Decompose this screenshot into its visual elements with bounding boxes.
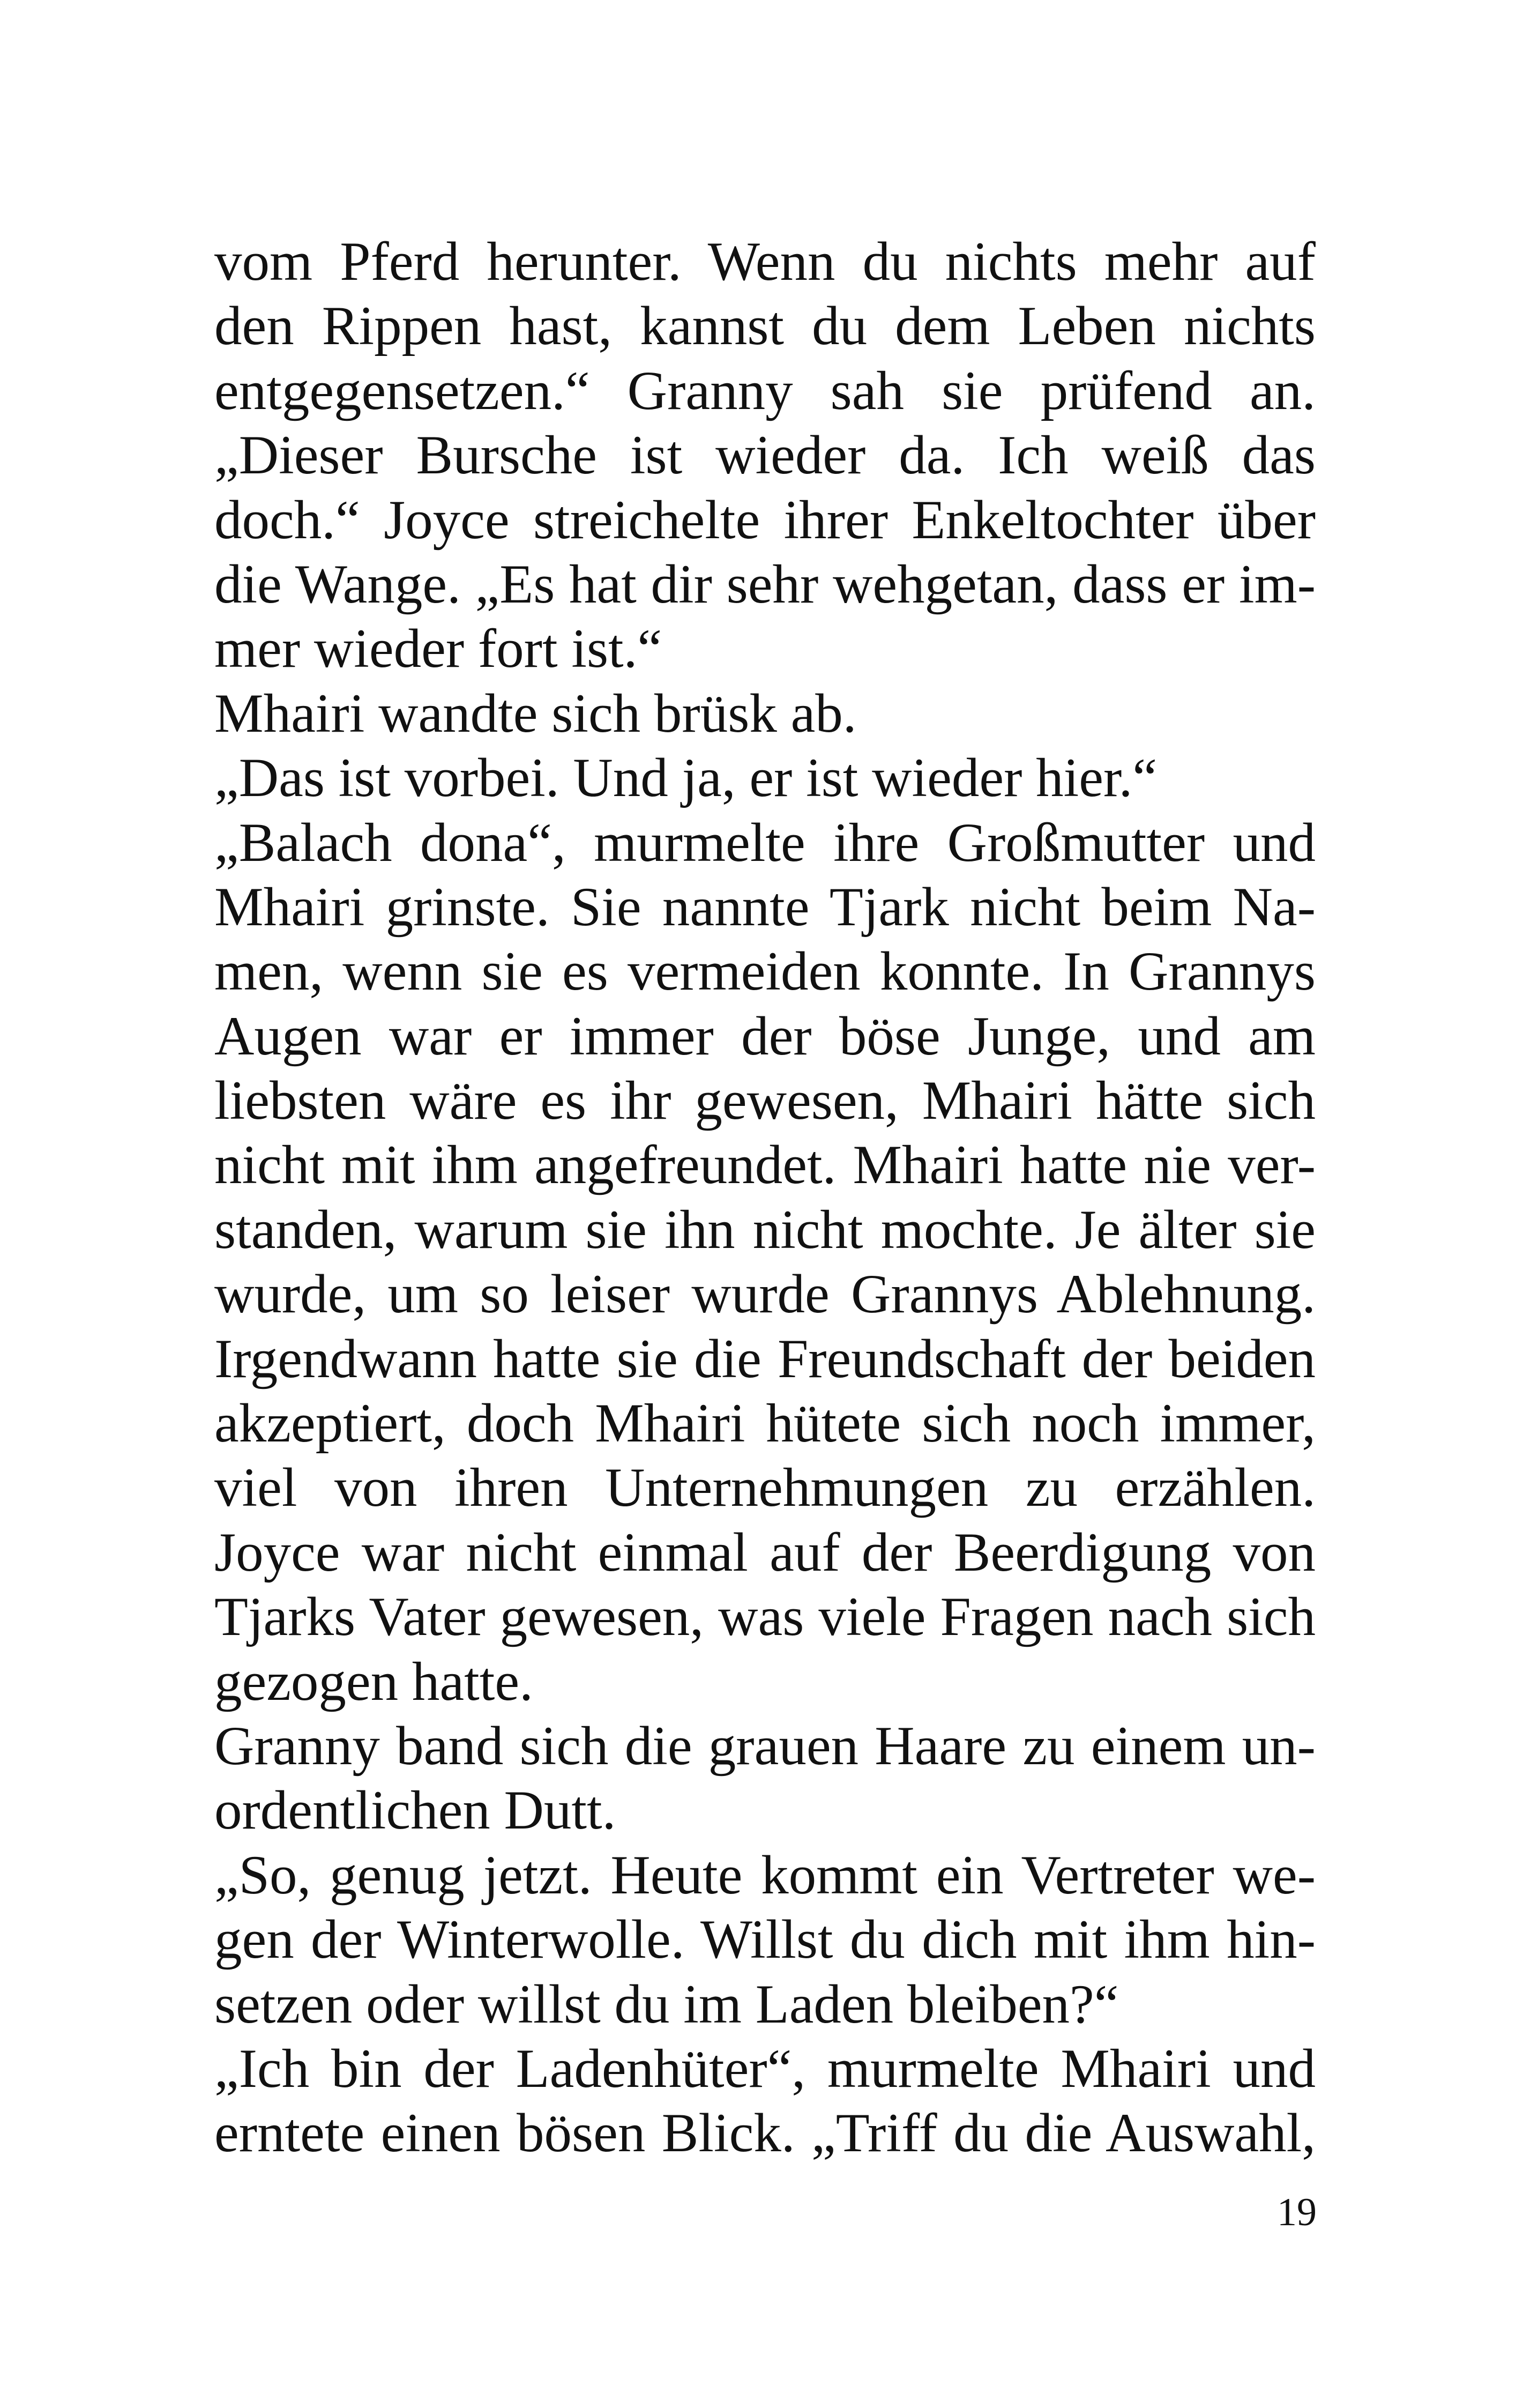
text-line: Tjarks Vater gewesen, was viele Fragen nach sich — [214, 1586, 1316, 1648]
text-line: wurde, um so leiser wurde Grannys Ablehnung. — [214, 1264, 1316, 1325]
text-line: nicht mit ihm angefreundet. Mhairi hatte nie ver- — [214, 1134, 1316, 1196]
text-line: „Dieser Bursche ist wieder da. Ich weiß das — [214, 425, 1316, 486]
text-line: gen der Winterwolle. Willst du dich mit ihm hin- — [214, 1909, 1316, 1971]
text-line: viel von ihren Unternehmungen zu erzählen. — [214, 1457, 1316, 1519]
text-line: standen, warum sie ihn nicht mochte. Je älter sie — [214, 1199, 1316, 1260]
text-line: Mhairi grinste. Sie nannte Tjark nicht beim Na- — [214, 876, 1316, 938]
text-line: vom Pferd herunter. Wenn du nichts mehr auf — [214, 231, 1316, 292]
text-line: setzen oder willst du im Laden bleiben?“ — [214, 1973, 1119, 2035]
text-line: erntete einen bösen Blick. „Triff du die Auswahl, — [214, 2102, 1316, 2164]
text-line: Irgendwann hatte sie die Freundschaft der beiden — [214, 1328, 1316, 1389]
text-line: akzeptiert, doch Mhairi hütete sich noch immer, — [214, 1393, 1316, 1454]
text-line: „Balach dona“, murmelte ihre Großmutter und — [214, 812, 1316, 873]
text-line: „Das ist vorbei. Und ja, er ist wieder hier.“ — [214, 747, 1158, 809]
body-text — [214, 229, 1316, 2166]
text-line: den Rippen hast, kannst du dem Leben nichts — [214, 295, 1316, 357]
text-line: men, wenn sie es vermeiden konnte. In Grannys — [214, 941, 1316, 1002]
text-line: die Wange. „Es hat dir sehr wehgetan, dass er im- — [214, 553, 1316, 615]
text-line: doch.“ Joyce streichelte ihrer Enkeltochter über — [214, 489, 1316, 551]
text-line: gezogen hatte. — [214, 1651, 533, 1712]
text-line: entgegensetzen.“ Granny sah sie prüfend an. — [214, 360, 1316, 421]
text-line: mer wieder fort ist.“ — [214, 618, 662, 680]
text-line: Granny band sich die grauen Haare zu einem un- — [214, 1715, 1316, 1777]
text-line: ordentlichen Dutt. — [214, 1780, 616, 1841]
page-number: 19 — [1277, 2190, 1317, 2234]
text-line: liebsten wäre es ihr gewesen, Mhairi hätte sich — [214, 1070, 1316, 1132]
text-line: Mhairi wandte sich brüsk ab. — [214, 682, 857, 744]
text-line: „So, genug jetzt. Heute kommt ein Vertreter we- — [214, 1844, 1316, 1906]
text-line: „Ich bin der Ladenhüter“, murmelte Mhairi und — [214, 2038, 1316, 2099]
text-line: Augen war er immer der böse Junge, und am — [214, 1005, 1316, 1067]
text-line: Joyce war nicht einmal auf der Beerdigung von — [214, 1521, 1316, 1583]
